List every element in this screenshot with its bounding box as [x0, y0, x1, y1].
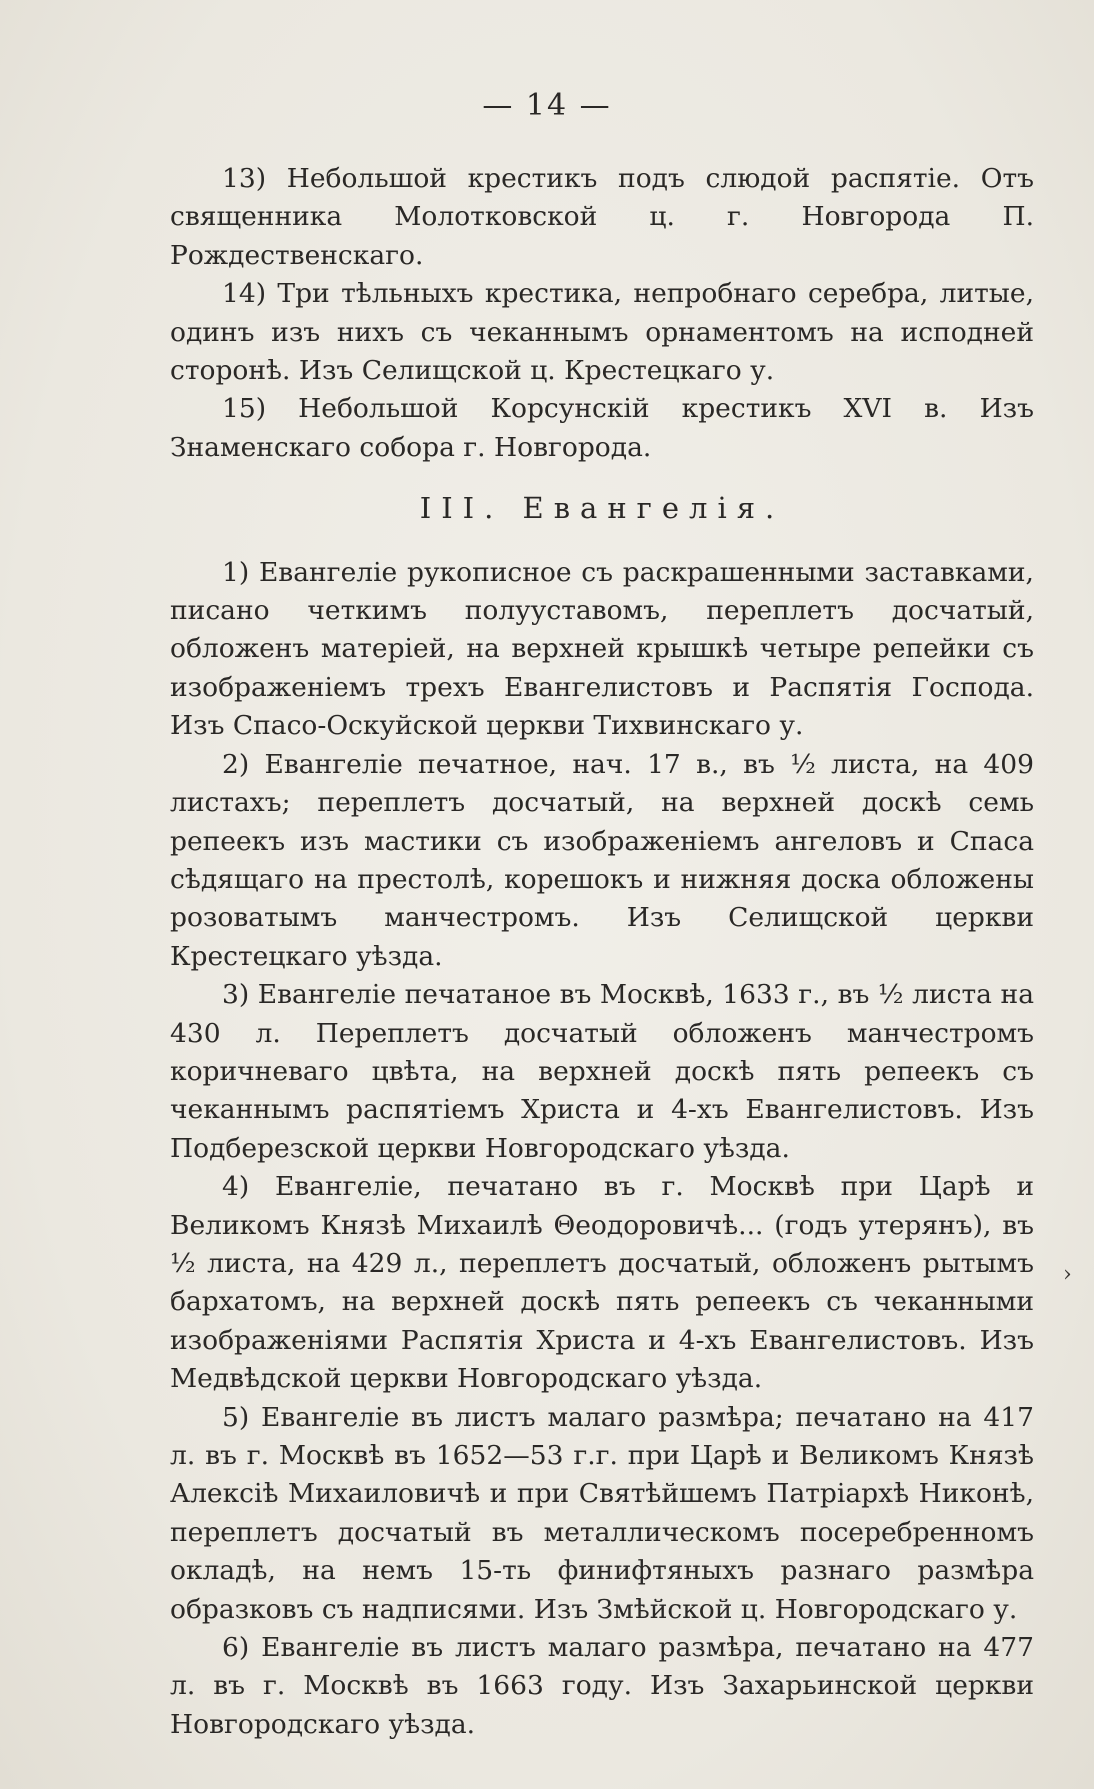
- margin-mark: ›: [1063, 1262, 1072, 1287]
- section-heading: III. Евангелія.: [419, 491, 785, 526]
- gospel-item-3: 3) Евангеліе печатаное въ Москвѣ, 1633 г., въ ½ листа на 430 л. Переплетъ досчатый обложенъ манчестромъ коричневаго цвѣта, на верхней доскѣ пять репеекъ съ чеканнымъ распятіемъ Христа и 4-хъ Евангелистовъ. Изъ Подберезской церкви Новгородскаго уѣзда.: [170, 979, 1034, 1164]
- gospel-item-5: 5) Евангеліе въ листъ малаго размѣра; печатано на 417 л. въ г. Москвѣ въ 1652—53 г.г. при Царѣ и Великомъ Князѣ Алексіѣ Михаиловичѣ и при Святѣйшемъ Патріархѣ Никонѣ, переплетъ досчатый въ металлическомъ посеребренномъ окладѣ, на немъ 15-ть финифтяныхъ разнаго размѣра образковъ съ надписями. Изъ Змѣйской ц. Новгородскаго у.: [170, 1401, 1034, 1625]
- gospel-item-6: 6) Евангеліе въ листъ малаго размѣра, печатано на 477 л. въ г. Москвѣ въ 1663 году. Изъ Захарьинской церкви Новгородскаго уѣзда.: [170, 1632, 1034, 1740]
- item-13: 13) Небольшой крестикъ подъ слюдой распятіе. Отъ священника Молотковской ц. г. Новгорода П. Рождественскаго.: [170, 163, 1034, 271]
- item-14: 14) Три тѣльныхъ крестика, непробнаго серебра, литые, одинъ изъ нихъ съ чеканнымъ орнаментомъ на исподней сторонѣ. Изъ Селищской ц. Крестецкаго у.: [170, 278, 1034, 387]
- page-number: — 14 —: [482, 88, 612, 123]
- body-text: [170, 160, 1034, 1744]
- item-15: 15) Небольшой Корсунскій крестикъ XVI в. Изъ Знаменскаго собора г. Новгорода.: [170, 393, 1034, 463]
- gospel-item-1: 1) Евангеліе рукописное съ раскрашенными заставками, писано четкимъ полууставомъ, переплетъ досчатый, обложенъ матеріей, на верхней крышкѣ четыре репейки съ изображеніемъ трехъ Евангелистовъ и Распятія Господа. Изъ Спасо-Оскуйской церкви Тихвинскаго у.: [170, 556, 1034, 742]
- gospel-item-2: 2) Евангеліе печатное, нач. 17 в., въ ½ листа, на 409 листахъ; переплетъ досчатый, на верхней доскѣ семь репеекъ изъ мастики съ изображеніемъ ангеловъ и Спаса сѣдящаго на престолѣ, корешокъ и нижняя доска обложены розоватымъ манчестромъ. Изъ Селищской церкви Крестецкаго уѣзда.: [170, 748, 1034, 972]
- gospel-item-4: 4) Евангеліе, печатано въ г. Москвѣ при Царѣ и Великомъ Князѣ Михаилѣ Θеодоровичѣ... (годъ утерянъ), въ ½ листа, на 429 л., переплетъ досчатый, обложенъ рытымъ бархатомъ, на верхней доскѣ пять репеекъ съ чеканными изображеніями Распятія Христа и 4-хъ Евангелистовъ. Изъ Медвѣдской церкви Новгородскаго уѣзда.: [170, 1171, 1034, 1395]
